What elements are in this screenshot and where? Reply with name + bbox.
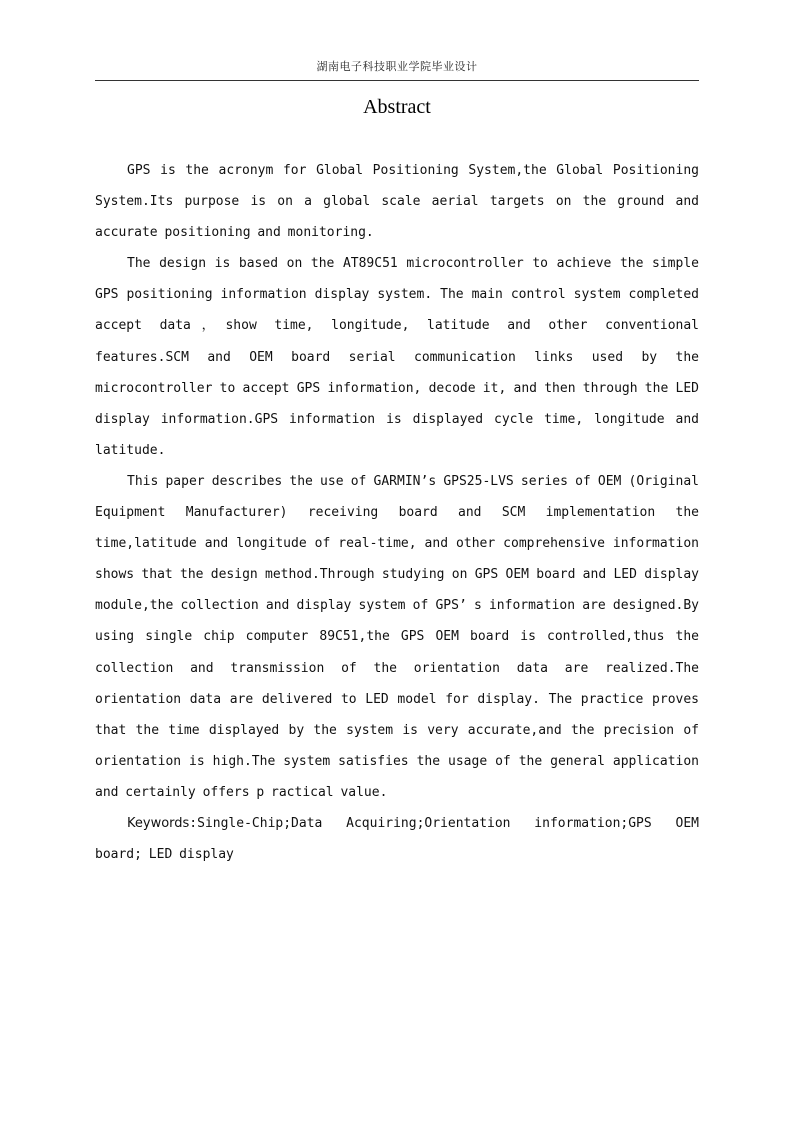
- keywords-text: :Single-Chip;Data Acquiring;Orientation information;GPS OEM board; LED display: [95, 815, 699, 863]
- abstract-title: Abstract: [363, 96, 431, 118]
- abstract-body: [95, 155, 699, 870]
- keywords-paragraph: [95, 808, 699, 870]
- header-divider: [95, 80, 699, 81]
- abstract-paragraph-2: The design is based on the AT89C51 microcontroller to achieve the simple GPS positioning information display system. The main control system completed accept data，show time, longitude, latitude and other conventional features.SCM and OEM board serial communication links used by the microcontroller to accept GPS information, decode it, and then through the LED display information.GPS information is displayed cycle time, longitude and latitude.: [95, 256, 699, 458]
- abstract-paragraph-1: GPS is the acronym for Global Positioning System,the Global Positioning System.Its purpose is on a global scale aerial targets on the ground and accurate positioning and monitoring.: [95, 163, 699, 241]
- abstract-paragraph-3: This paper describes the use of GARMIN’s GPS25-LVS series of OEM (Original Equipment Manufacturer) receiving board and SCM implementation the time,latitude and longitude of real-time, and other comprehensive information shows that the design method.Through studying on GPS OEM board and LED display module,the collection and display system of GPS’ s information are designed.By using single chip computer 89C51,the GPS OEM board is controlled,thus the collection and transmission of the orientation data are realized.The orientation data are delivered to LED model for display. The practice proves that the time displayed by the system is very accurate,and the precision of orientation is high.The system satisfies the usage of the general application and certainly offers p ractical value.: [95, 473, 699, 800]
- keywords-label: Keywords: [127, 815, 190, 831]
- page-header: 湖南电子科技职业学院毕业设计: [316, 60, 478, 73]
